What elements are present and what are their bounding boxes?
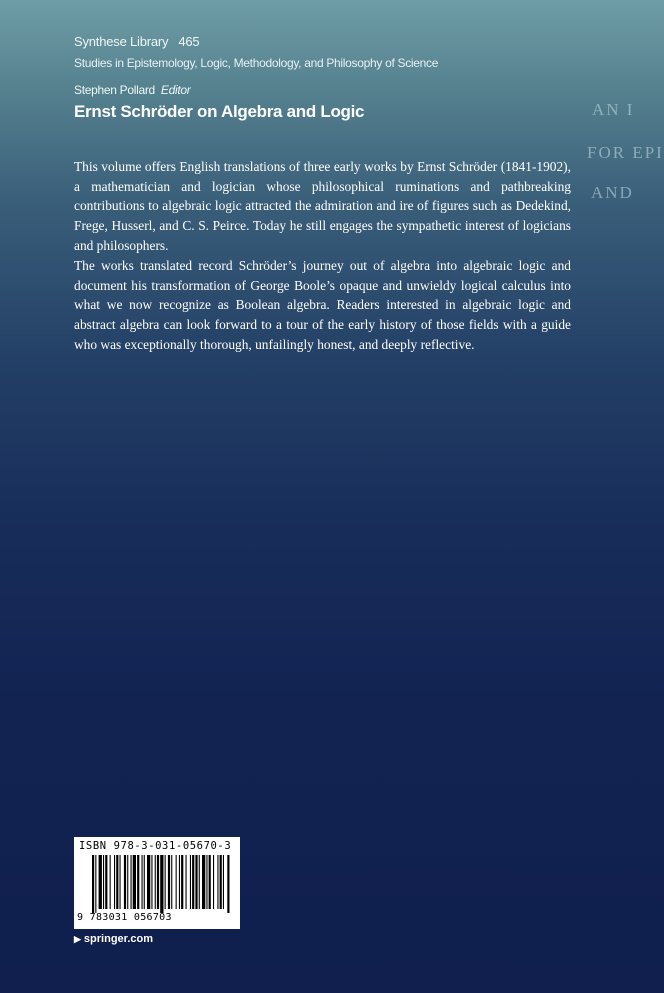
series-name: Synthese Library <box>74 34 169 49</box>
barcode-bar <box>147 855 150 909</box>
barcode-bar <box>151 855 152 909</box>
barcode-bar <box>131 855 132 909</box>
barcode-bar <box>199 855 200 909</box>
barcode-bar <box>213 855 214 909</box>
barcode-bar <box>227 855 229 913</box>
barcode-bar <box>220 855 222 909</box>
isbn-digits: 9 783031 056703 <box>77 912 172 923</box>
spine-text-2: FOR EPI <box>587 143 664 162</box>
barcode-bar <box>179 855 180 909</box>
barcode-bar <box>202 855 205 909</box>
series-subtitle: Studies in Epistemology, Logic, Methodology, and Philosophy of Science <box>74 56 439 70</box>
barcode-bar <box>165 855 166 909</box>
barcode-bar <box>142 855 143 909</box>
barcode-bar <box>190 855 191 909</box>
barcode-bar <box>144 855 145 909</box>
barcode-bar <box>155 855 156 909</box>
barcode-bar <box>171 855 172 909</box>
barcode-bar <box>103 855 104 909</box>
spine-text-3: AND <box>591 183 634 202</box>
barcode-bar <box>195 855 197 909</box>
barcode-bar <box>116 855 118 909</box>
publisher-link[interactable] <box>74 933 153 945</box>
barcode-bars <box>92 855 232 913</box>
editor-line <box>74 83 190 97</box>
barcode-bar <box>168 855 170 909</box>
barcode-bar <box>124 855 126 909</box>
barcode-bar <box>176 855 177 909</box>
barcode-bar <box>120 855 121 909</box>
barcode-bar <box>92 855 94 913</box>
blurb-paragraph-2: The works translated record Schröder’s journey out of algebra into algebraic logic and document his transformation of George Boole’s opaque and unwieldy logical calculus into what we now recognize as Boolean algebra. Readers interested in algebraic logic and abstract algebra can look forward to a tour of the early history of those fields with a guide who was exceptionally thorough, unfailingly honest, and deeply reflective. <box>74 258 571 352</box>
barcode-bar <box>127 855 128 909</box>
barcode-bar <box>95 855 96 913</box>
spine-text-1: AN I <box>592 100 635 119</box>
barcode-bar <box>192 855 194 909</box>
barcode-bar <box>99 855 102 909</box>
series-line <box>74 34 199 49</box>
series-number: 465 <box>178 34 200 49</box>
barcode-bar <box>110 855 111 909</box>
barcode-bar <box>114 855 115 909</box>
barcode-bar <box>181 855 183 909</box>
barcode-bar <box>105 855 107 909</box>
isbn-barcode <box>74 837 240 929</box>
book-title: Ernst Schröder on Algebra and Logic <box>74 102 365 121</box>
editor-name: Stephen Pollard <box>74 83 155 97</box>
isbn-label: ISBN 978-3-031-05670-3 <box>79 840 232 852</box>
barcode-bar <box>223 855 224 909</box>
triangle-right-icon: ▶ <box>74 934 81 944</box>
barcode-bar <box>217 855 218 909</box>
blurb-paragraph-1: This volume offers English translations of three early works by Ernst Schröder (1841-1902), a mathematician and logician whose philosophical ruminations and pathbreaking contributions to algebraic logic attracted the admiration and ire of figures such as Dedekind, Frege, Husserl, and C. S. Peirce. Today he still engages the sympathetic interest of logicians and philosophers. <box>74 159 571 253</box>
barcode-bar <box>209 855 211 909</box>
barcode-bar <box>186 855 187 909</box>
editor-role: Editor <box>160 83 191 97</box>
barcode-bar <box>133 855 136 909</box>
publisher-url: springer.com <box>83 933 153 945</box>
barcode-bar <box>157 855 159 909</box>
barcode-bar <box>160 855 163 913</box>
barcode-bar <box>137 855 139 909</box>
barcode-bar <box>206 855 207 909</box>
